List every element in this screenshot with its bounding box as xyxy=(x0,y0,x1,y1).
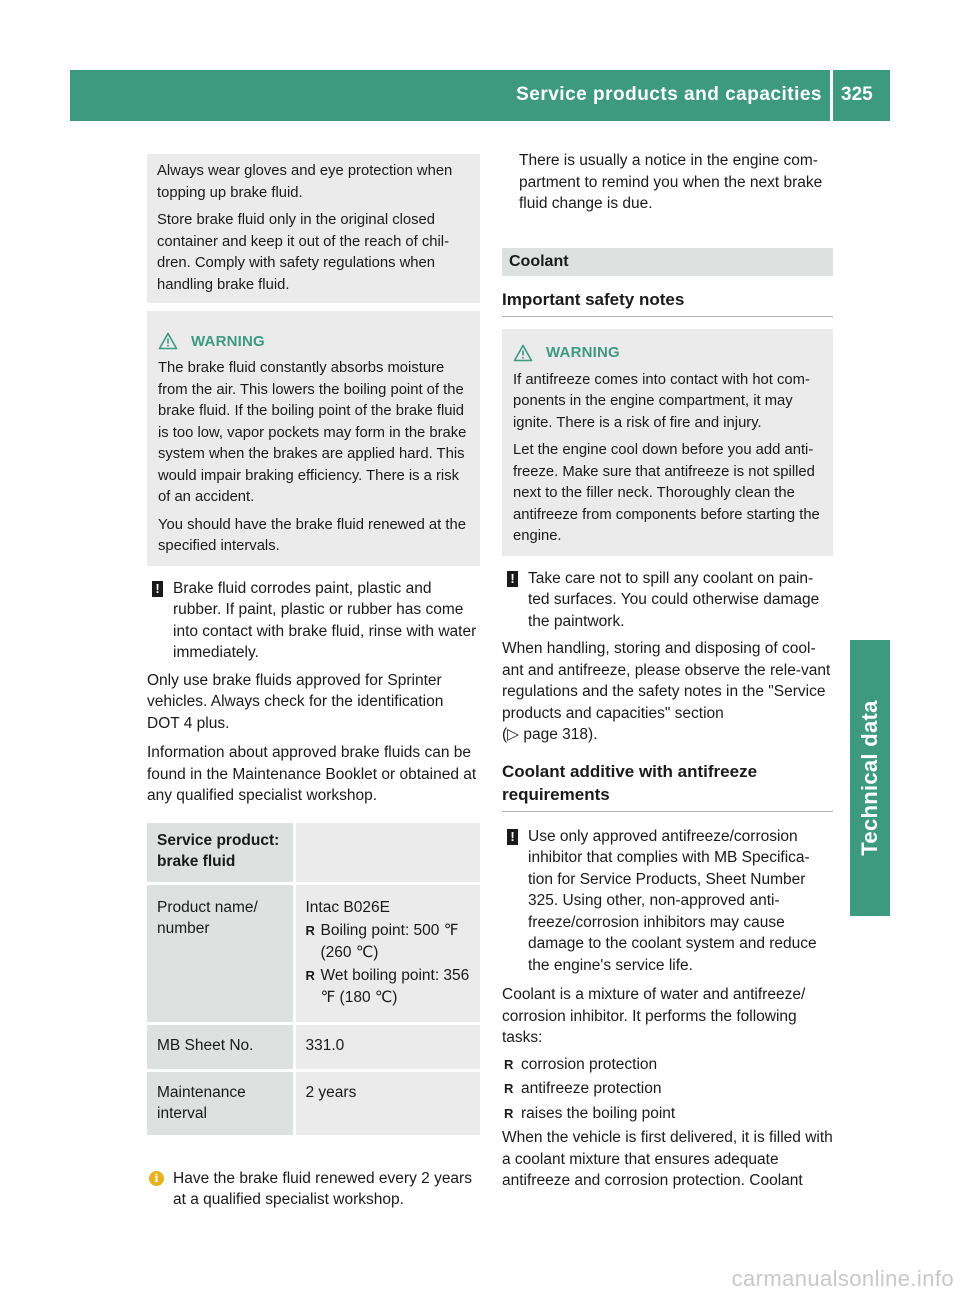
bullet-text: raises the boiling point xyxy=(521,1104,676,1122)
right-column xyxy=(502,150,833,1200)
warning-header xyxy=(513,343,825,363)
info-icon: i xyxy=(149,1171,164,1186)
side-tab-label: Technical data xyxy=(857,700,882,856)
table-header-row xyxy=(147,823,480,884)
table-value xyxy=(294,883,480,1024)
bullet-icon: R xyxy=(504,1081,514,1096)
warning-triangle-icon xyxy=(513,344,533,362)
table-header: Service product: brake fluid xyxy=(147,823,294,884)
bullet-text: antifreeze protection xyxy=(521,1080,662,1097)
bullet-icon: R xyxy=(305,968,315,983)
table-row xyxy=(147,1024,480,1071)
warning-text: You should have the brake fluid renewed at the specified intervals. xyxy=(158,516,466,554)
section-title: Coolant xyxy=(502,248,833,276)
warning-triangle-icon xyxy=(158,332,178,350)
notice xyxy=(507,568,833,633)
exclamation-icon: ! xyxy=(507,571,518,587)
warning-text: The brake fluid constantly absorbs moisture from the air. This lowers the boiling point of the brake fluid. If the boiling point of the brake fluid is too low, vapor pockets may form in the brake system when the brakes are applied hard. This would impair braking efficiency. There is a risk of an accident. xyxy=(158,360,467,505)
table-row xyxy=(147,883,480,1024)
warning-text: If antifreeze comes into contact with hot com-ponents in the engine compartment, it may ignite. There is a risk of fire and injury. xyxy=(513,371,810,431)
safety-text: Store brake fluid only in the original closed container and keep it out of the reach of chil-dren. Comply with safety regulations when handling brake fluid. xyxy=(157,212,450,293)
warning-text: Let the engine cool down before you add anti-freeze. Make sure that antifreeze is not spilled next to the filler neck. Thoroughly clean the antifreeze from components before starting the engine. xyxy=(513,442,820,544)
notice xyxy=(152,578,480,664)
paragraph: There is usually a notice in the engine com-partment to remind you when the next brake fluid change is due. xyxy=(519,152,823,212)
bullet-text: Wet boiling point: 356 ℉ (180 ℃) xyxy=(320,967,470,1006)
subheading: Coolant additive with antifreeze requirements xyxy=(502,760,833,812)
notice-text: Take care not to spill any coolant on pain-ted surfaces. You could otherwise damage the paintwork. xyxy=(528,569,820,630)
brake-fluid-table xyxy=(147,823,480,1138)
table-value: 331.0 xyxy=(294,1024,480,1071)
bullet-icon: R xyxy=(504,1056,514,1072)
table-label: Maintenance interval xyxy=(147,1070,294,1136)
notice xyxy=(507,826,833,977)
safety-box xyxy=(147,154,480,303)
table-row xyxy=(147,1070,480,1136)
table-label: MB Sheet No. xyxy=(147,1024,294,1071)
paragraph-text: When handling, storing and disposing of cool-ant and antifreeze, please observe the rele-vant regulations and the safety notes in the "Service products and capacities" section xyxy=(502,640,831,722)
left-column xyxy=(147,150,480,1211)
page-title: Service products and capacities xyxy=(516,84,822,105)
bullet-text: Boiling point: 500 ℉ (260 ℃) xyxy=(320,922,459,961)
paragraph: Only use brake fluids approved for Sprinter vehicles. Always check for the identification DOT 4 plus. xyxy=(147,671,444,732)
watermark: carmanualsonline.info xyxy=(731,1266,954,1291)
header-separator xyxy=(830,70,833,121)
warning-label: WARNING xyxy=(546,344,620,361)
info-note xyxy=(149,1168,480,1211)
notice-text: Brake fluid corrodes paint, plastic and rubber. If paint, plastic or rubber has come into contact with brake fluid, rinse with water immediately. xyxy=(173,579,477,661)
list-item xyxy=(502,1103,833,1125)
table-header-empty xyxy=(294,823,480,884)
subheading: Important safety notes xyxy=(502,288,833,317)
exclamation-icon: ! xyxy=(152,581,163,597)
list-item xyxy=(502,1054,833,1076)
product-name: Intac B026E xyxy=(305,898,390,916)
bullet-text: corrosion protection xyxy=(521,1055,658,1073)
page-number: 325 xyxy=(841,84,873,105)
warning-label: WARNING xyxy=(191,332,265,350)
safety-text: Always wear gloves and eye protection when topping up brake fluid. xyxy=(157,163,453,201)
warning-box xyxy=(147,311,480,566)
page-reference-link[interactable]: (▷ page 318). xyxy=(502,726,598,743)
warning-header xyxy=(158,331,472,351)
bullet-icon: R xyxy=(504,1105,514,1121)
table-value: 2 years xyxy=(294,1070,480,1136)
paragraph xyxy=(502,638,833,746)
bullet-icon: R xyxy=(305,923,315,938)
notice-text: Use only approved antifreeze/corrosion inhibitor that complies with MB Specifica-tion for Service Products, Sheet Number 325. Using other, non-approved anti-freeze/corrosion inhibitors may cause damage to the coolant system and reduce the engine's service life. xyxy=(528,827,817,974)
warning-box xyxy=(502,329,833,556)
list-item xyxy=(306,920,471,963)
list-item xyxy=(306,965,471,1008)
table-label: Product name/ number xyxy=(147,883,294,1024)
exclamation-icon: ! xyxy=(507,829,518,845)
list-item xyxy=(502,1078,833,1100)
paragraph: Coolant is a mixture of water and antifreeze/ corrosion inhibitor. It performs the following tasks: xyxy=(502,986,806,1046)
paragraph: Information about approved brake fluids can be found in the Maintenance Booklet or obtained at any qualified specialist workshop. xyxy=(147,744,477,804)
info-text: Have the brake fluid renewed every 2 years at a qualified specialist workshop. xyxy=(173,1169,472,1208)
paragraph: When the vehicle is first delivered, it is filled with a coolant mixture that ensures adequate antifreeze and corrosion protection. Coolant xyxy=(502,1129,833,1189)
